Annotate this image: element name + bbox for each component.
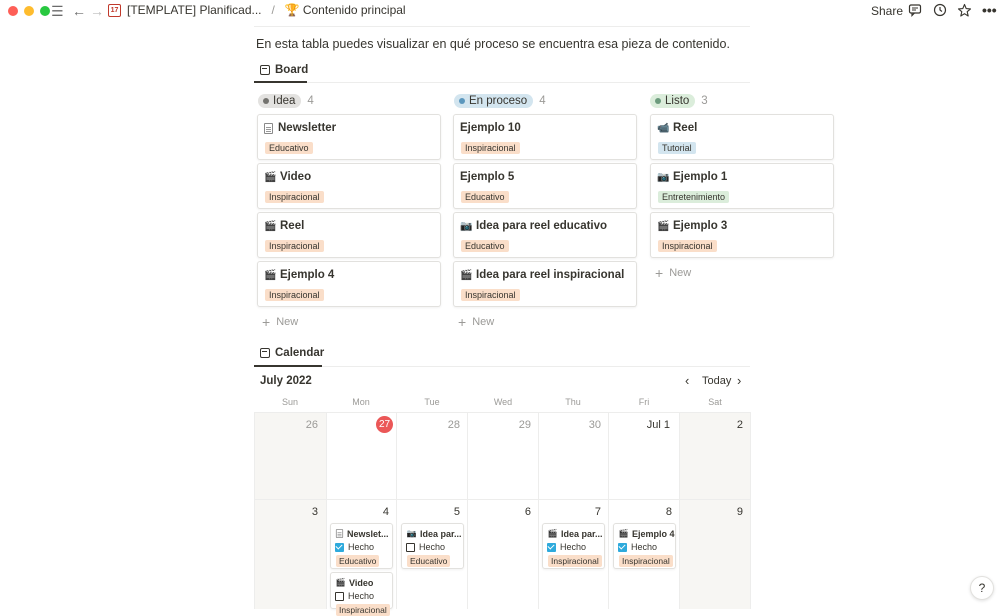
video-camera-icon: 📹 — [657, 122, 670, 134]
day-number[interactable]: 8 — [665, 506, 672, 518]
today-day-number[interactable]: 27 — [376, 416, 393, 433]
calendar-grid-line — [396, 412, 397, 609]
day-number[interactable]: 26 — [305, 419, 318, 431]
history-clock-icon[interactable] — [933, 3, 947, 19]
card-tag: Educativo — [265, 142, 313, 154]
checkbox-checked-icon[interactable] — [547, 543, 556, 552]
card-tag: Inspiracional — [461, 142, 520, 154]
clapperboard-icon: 🎬 — [264, 220, 277, 232]
card-tag: Inspiracional — [461, 289, 520, 301]
calendar-grid-line — [467, 412, 468, 609]
column-count: 4 — [307, 95, 314, 107]
next-month-chevron-icon[interactable]: › — [737, 373, 742, 388]
calendar-tab-rule — [254, 366, 750, 367]
event-tag: Educativo — [407, 555, 450, 567]
top-bar — [0, 0, 1005, 22]
forward-arrow-icon[interactable]: → — [90, 3, 104, 19]
card-title: Ejemplo 5 — [460, 171, 515, 183]
card-tag: Entretenimiento — [658, 191, 729, 203]
trophy-emoji-icon: 🏆 — [284, 3, 300, 17]
checkbox-checked-icon[interactable] — [335, 543, 344, 552]
event-title: Idea par... — [420, 528, 462, 539]
day-number[interactable]: 9 — [736, 506, 743, 518]
tab-board-label: Board — [275, 64, 309, 76]
checkbox-unchecked-icon[interactable] — [335, 592, 344, 601]
status-dot — [655, 98, 661, 104]
board-tab-underline — [254, 81, 307, 83]
calendar-grid-line — [538, 412, 539, 609]
breadcrumb-current[interactable]: Contenido principal — [302, 3, 406, 17]
plus-icon: + — [262, 314, 271, 330]
dow-label: Tue — [424, 397, 440, 407]
breadcrumb-separator: / — [271, 3, 275, 17]
new-label: New — [472, 316, 495, 328]
doc-icon — [336, 529, 343, 538]
event-title: Video — [349, 577, 374, 588]
card-title: Idea para reel inspiracional — [476, 269, 625, 281]
board-card[interactable] — [650, 163, 834, 209]
clapperboard-icon: 🎬 — [460, 269, 473, 281]
share-button[interactable]: Share — [871, 4, 904, 18]
dow-label: Wed — [493, 397, 513, 407]
event-title: Ejemplo 4 — [632, 528, 675, 539]
card-title: Ejemplo 3 — [673, 220, 728, 232]
event-tag: Inspiracional — [548, 555, 602, 567]
status-pill-idea — [258, 94, 301, 108]
card-title: Idea para reel educativo — [476, 220, 608, 232]
day-number[interactable]: 2 — [736, 419, 743, 431]
event-tag: Inspiracional — [619, 555, 673, 567]
breadcrumb-parent[interactable]: [TEMPLATE] Planificad... — [127, 3, 262, 17]
card-title: Newsletter — [278, 122, 337, 134]
event-title: Idea par... — [561, 528, 603, 539]
column-header-idea[interactable] — [258, 94, 314, 108]
clapperboard-icon: 🎬 — [264, 171, 277, 183]
card-title: Video — [280, 171, 312, 183]
card-title: Ejemplo 4 — [280, 269, 335, 281]
doc-icon — [264, 123, 273, 134]
column-header-listo[interactable] — [650, 94, 708, 108]
column-name: En proceso — [469, 95, 528, 107]
clapperboard-icon: 🎬 — [335, 578, 346, 587]
dow-label: Mon — [352, 397, 370, 407]
page-description: En esta tabla puedes visualizar en qué proceso se encuentra esa pieza de contenido. — [256, 37, 730, 51]
day-number[interactable]: 30 — [588, 419, 601, 431]
column-name: Idea — [273, 95, 296, 107]
board-view-icon — [260, 65, 270, 75]
event-tag: Educativo — [336, 555, 379, 567]
clapperboard-icon: 🎬 — [264, 269, 277, 281]
card-title: Reel — [280, 220, 305, 232]
hamburger-menu-icon[interactable]: ☰ — [51, 3, 64, 19]
help-button[interactable]: ? — [970, 576, 994, 600]
back-arrow-icon[interactable]: ← — [72, 3, 86, 19]
comments-icon[interactable] — [908, 3, 922, 19]
close-window-button[interactable] — [8, 6, 18, 16]
event-check-label: Hecho — [348, 591, 375, 601]
board-tab-rule — [254, 82, 750, 83]
calendar-grid-line — [326, 412, 327, 609]
calendar-grid-line — [254, 499, 751, 500]
camera-icon: 📷 — [657, 171, 670, 183]
card-tag: Educativo — [461, 191, 509, 203]
more-options-icon[interactable]: ••• — [982, 2, 997, 18]
window-controls — [8, 6, 50, 16]
camera-icon: 📷 — [406, 529, 417, 538]
card-title: Ejemplo 1 — [673, 171, 728, 183]
new-card-button-listo[interactable] — [655, 267, 691, 279]
tab-calendar-label: Calendar — [275, 347, 325, 359]
calendar-grid-line — [679, 412, 680, 609]
calendar-event[interactable] — [330, 523, 393, 569]
status-pill-listo — [650, 94, 695, 108]
event-check-label: Hecho — [631, 542, 658, 552]
calendar-grid-line — [750, 412, 751, 609]
event-title: Newslet... — [347, 528, 389, 539]
plus-icon: + — [655, 265, 664, 281]
clapperboard-icon: 🎬 — [547, 529, 558, 538]
day-number[interactable]: 7 — [594, 506, 601, 518]
tab-calendar[interactable] — [260, 347, 324, 359]
board-card[interactable] — [257, 212, 441, 258]
calendar-view-icon — [260, 348, 270, 358]
new-card-button-idea[interactable] — [262, 316, 298, 328]
day-number[interactable]: 3 — [311, 506, 318, 518]
camera-icon: 📷 — [460, 220, 473, 232]
calendar-emoji-icon: 17 — [108, 4, 121, 17]
status-dot — [263, 98, 269, 104]
breadcrumb — [108, 3, 406, 17]
favorite-star-icon[interactable] — [957, 3, 972, 20]
new-label: New — [276, 316, 299, 328]
day-number[interactable]: 4 — [382, 506, 389, 518]
column-name: Listo — [665, 95, 690, 107]
dow-label: Fri — [638, 397, 650, 407]
calendar-event[interactable] — [542, 523, 605, 569]
board-card[interactable] — [257, 163, 441, 209]
dow-label: Thu — [565, 397, 581, 407]
board-card[interactable] — [650, 212, 834, 258]
calendar-event[interactable] — [613, 523, 676, 569]
board-card[interactable] — [257, 114, 441, 160]
tab-board[interactable] — [260, 64, 308, 76]
dow-label: Sat — [708, 397, 722, 407]
board-card[interactable] — [453, 212, 637, 258]
status-pill-en-proceso — [454, 94, 533, 108]
board-card[interactable] — [453, 261, 637, 307]
card-title: Reel — [673, 122, 698, 134]
clapperboard-icon: 🎬 — [618, 529, 629, 538]
event-check-label: Hecho — [560, 542, 587, 552]
card-tag: Inspiracional — [265, 240, 324, 252]
board-card[interactable] — [650, 114, 834, 160]
calendar-tab-underline — [254, 365, 322, 367]
card-tag: Inspiracional — [658, 240, 717, 252]
maximize-window-button[interactable] — [40, 6, 50, 16]
column-count: 3 — [701, 95, 708, 107]
new-label: New — [669, 267, 692, 279]
clapperboard-icon: 🎬 — [657, 220, 670, 232]
event-tag: Inspiracional — [336, 604, 390, 616]
top-divider — [254, 26, 750, 27]
card-title: Ejemplo 10 — [460, 122, 521, 134]
board-card[interactable] — [257, 261, 441, 307]
calendar-grid-line — [254, 412, 255, 609]
column-count: 4 — [539, 95, 546, 107]
board-card[interactable] — [453, 163, 637, 209]
prev-month-chevron-icon[interactable]: ‹ — [685, 373, 690, 388]
day-number[interactable]: 6 — [524, 506, 531, 518]
event-check-label: Hecho — [348, 542, 375, 552]
day-number[interactable]: 29 — [518, 419, 531, 431]
checkbox-unchecked-icon[interactable] — [406, 543, 415, 552]
calendar-grid-line — [608, 412, 609, 609]
new-card-button-en-proceso[interactable] — [458, 316, 494, 328]
day-number[interactable]: Jul 1 — [646, 419, 670, 431]
day-number[interactable]: 28 — [447, 419, 460, 431]
dow-label: Sun — [281, 397, 298, 407]
card-tag: Educativo — [461, 240, 509, 252]
today-button[interactable]: Today — [702, 375, 732, 387]
calendar-event[interactable] — [330, 572, 393, 615]
minimize-window-button[interactable] — [24, 6, 34, 16]
status-dot — [459, 98, 465, 104]
card-tag: Inspiracional — [265, 191, 324, 203]
plus-icon: + — [458, 314, 467, 330]
column-header-en-proceso[interactable] — [454, 94, 546, 108]
day-number[interactable]: 5 — [453, 506, 460, 518]
card-tag: Inspiracional — [265, 289, 324, 301]
board-card[interactable] — [453, 114, 637, 160]
calendar-grid-line — [254, 412, 751, 413]
calendar-month-title: July 2022 — [260, 375, 312, 387]
card-tag: Tutorial — [658, 142, 696, 154]
checkbox-checked-icon[interactable] — [618, 543, 627, 552]
calendar-event[interactable] — [401, 523, 464, 569]
event-check-label: Hecho — [419, 542, 446, 552]
